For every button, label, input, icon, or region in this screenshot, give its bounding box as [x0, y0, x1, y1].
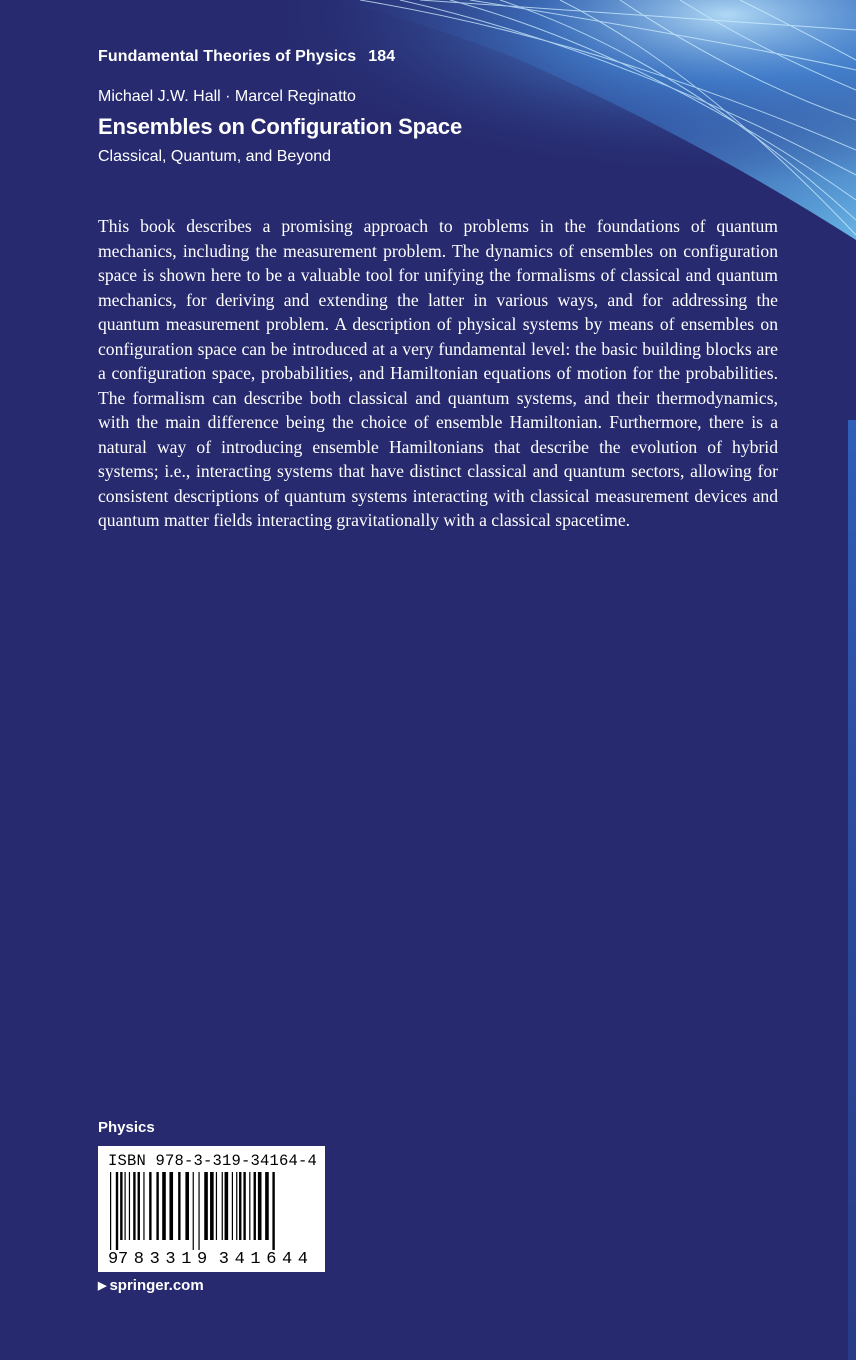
- barcode-bar: [210, 1172, 214, 1240]
- website-label: springer.com: [109, 1277, 204, 1294]
- barcode-bar: [116, 1172, 118, 1250]
- barcode-bar: [232, 1172, 233, 1240]
- barcode-digit: 7: [118, 1250, 129, 1267]
- spine-edge: [848, 420, 856, 1360]
- barcode-bar: [138, 1172, 140, 1240]
- barcode-bar: [272, 1172, 274, 1250]
- barcode-bar: [120, 1172, 122, 1240]
- publisher-website[interactable]: [98, 1277, 204, 1294]
- barcode-digit: 3: [165, 1250, 176, 1267]
- series-number: 184: [368, 48, 396, 65]
- series-name: Fundamental Theories of Physics: [98, 48, 357, 65]
- barcode-bar: [204, 1172, 208, 1240]
- book-title: Ensembles on Configuration Space: [98, 114, 462, 139]
- barcode-digit: 6: [266, 1250, 277, 1267]
- barcode-bars: [106, 1172, 318, 1267]
- barcode-digit: 9: [108, 1250, 119, 1267]
- barcode-bar: [156, 1172, 158, 1240]
- barcode-bar: [125, 1172, 126, 1240]
- barcode-bar: [149, 1172, 151, 1240]
- barcode-digit: 4: [297, 1250, 309, 1267]
- barcode-bar: [243, 1172, 245, 1240]
- barcode-digit: 9: [197, 1250, 208, 1267]
- barcode-bar: [225, 1172, 229, 1240]
- barcode-bar: [133, 1172, 135, 1240]
- barcode-digit: 4: [282, 1250, 293, 1267]
- isbn-label: ISBN 978-3-319-34164-4: [108, 1152, 318, 1170]
- authors: Michael J.W. Hall · Marcel Reginatto: [98, 88, 356, 105]
- barcode-bar: [162, 1172, 166, 1240]
- barcode-bar: [222, 1172, 223, 1240]
- barcode-bar: [254, 1172, 256, 1240]
- barcode-bar: [193, 1172, 194, 1250]
- barcode-bar: [216, 1172, 217, 1240]
- barcode-bar: [185, 1172, 189, 1240]
- barcode-bar: [143, 1172, 144, 1240]
- barcode-digit: 3: [149, 1250, 160, 1267]
- barcode-bar: [249, 1172, 250, 1240]
- isbn-barcode: [98, 1146, 325, 1272]
- barcode-bar: [129, 1172, 130, 1240]
- book-description: This book describes a promising approach to problems in the foundations of quantum mechanics, including the measurement problem. The dynamics of ensembles on configuration space is shown here to be a valuable tool for unifying the formalisms of classical and quantum mechanics, for deriving and extending the latter in various ways, and for addressing the quantum measurement problem. A description of physical systems by means of ensembles on configuration space can be introduced at a very fundamental level: the basic building blocks are a configuration space, probabilities, and Hamiltonian equations of motion for the probabilities. The formalism can describe both classical and quantum systems, and their thermodynamics, with the main difference being the choice of ensemble Hamiltonian. Furthermore, there is a natural way of introducing ensemble Hamiltonians that describe the evolution of hybrid systems; i.e., interacting systems that have distinct classical and quantum sectors, allowing for consistent descriptions of quantum systems interacting with classical measurement devices and quantum matter fields interacting gravitationally with a classical spacetime.: [98, 216, 778, 530]
- barcode-digit: 3: [218, 1250, 230, 1267]
- series-header: [98, 48, 395, 66]
- barcode-bar: [178, 1172, 180, 1240]
- play-arrow-icon: ▶: [98, 1280, 107, 1292]
- series-line: [98, 48, 395, 66]
- barcode-bar: [239, 1172, 241, 1240]
- barcode-bar: [198, 1172, 199, 1250]
- barcode-bar: [258, 1172, 262, 1240]
- barcode-digit: 4: [234, 1250, 245, 1267]
- barcode-bar: [169, 1172, 173, 1240]
- barcode-bar: [236, 1172, 237, 1240]
- barcode-digit: 1: [181, 1250, 192, 1267]
- barcode-digit: 8: [133, 1250, 145, 1267]
- barcode-bar: [110, 1172, 111, 1250]
- book-subtitle: Classical, Quantum, and Beyond: [98, 148, 332, 165]
- barcode-digit: 1: [250, 1250, 261, 1267]
- subject-label: Physics: [98, 1119, 155, 1136]
- barcode-bar: [265, 1172, 269, 1240]
